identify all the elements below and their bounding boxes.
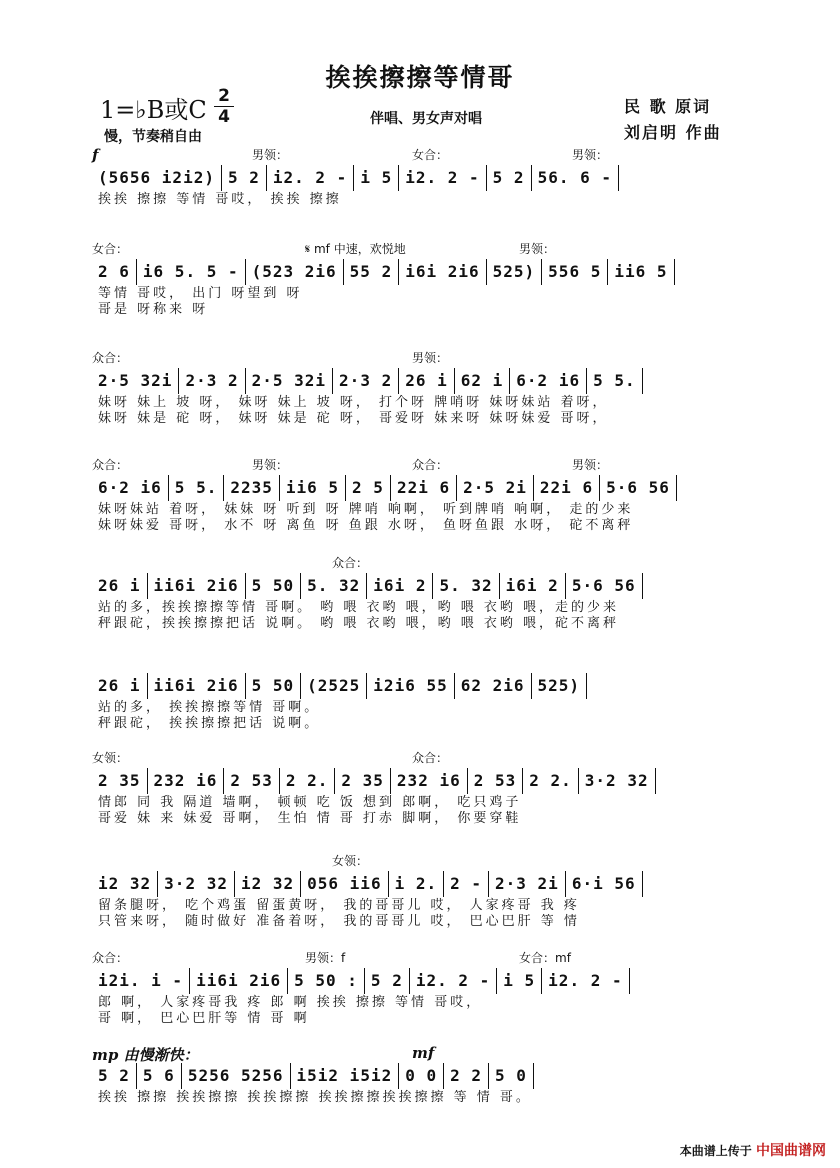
measure: (523 2i6 xyxy=(245,259,343,285)
measure: (2525 xyxy=(300,673,366,699)
part-labels xyxy=(92,142,760,164)
measure: 2 2. xyxy=(522,768,578,794)
part-label: f xyxy=(92,146,99,164)
meter-top: 2 xyxy=(218,86,230,106)
measure: 525) xyxy=(531,673,588,699)
meter-bottom: 4 xyxy=(214,106,234,127)
measure: i6 5. 5 - xyxy=(136,259,245,285)
measure: 26 i xyxy=(98,676,141,695)
part-label: 𝄋 mf 中速，欢悦地 xyxy=(305,242,406,256)
part-label: 女合： xyxy=(92,242,129,256)
measure: 2 53 xyxy=(223,768,279,794)
notation-line xyxy=(92,164,760,192)
measure: i 5 xyxy=(496,968,541,994)
part-label: mf xyxy=(412,1044,435,1062)
measure: 5 2 xyxy=(486,165,531,191)
part-label: 众合： xyxy=(92,951,129,965)
measure: 232 i6 xyxy=(147,768,224,794)
measure: i 2. xyxy=(388,871,444,897)
measure: ii6i 2i6 xyxy=(147,573,245,599)
measure: 5256 5256 xyxy=(181,1063,290,1089)
notation-line xyxy=(92,967,760,995)
measure: i2. 2 - xyxy=(398,165,485,191)
measure: i2. 2 - xyxy=(409,968,496,994)
part-label: 众合： xyxy=(412,751,449,765)
performance-style: 伴唱、男女声对唱 xyxy=(370,111,482,127)
part-label: 男领： xyxy=(572,458,609,472)
notation-line xyxy=(92,572,760,600)
measure: 232 i6 xyxy=(390,768,467,794)
measure: 22i 6 xyxy=(390,475,456,501)
measure: 2 53 xyxy=(467,768,523,794)
score-system xyxy=(92,945,760,1027)
measure: 2 2 xyxy=(443,1063,488,1089)
measure: ii6i 2i6 xyxy=(189,968,287,994)
measure: 5. 32 xyxy=(432,573,498,599)
measure: i5i2 i5i2 xyxy=(290,1063,399,1089)
part-labels xyxy=(92,1040,760,1062)
measure: 5 6 xyxy=(136,1063,181,1089)
lyric-line: 挨挨 擦擦 等情 哥哎， 挨挨 擦擦 xyxy=(98,192,342,207)
notation-line xyxy=(92,1062,760,1090)
measure: 2·3 2 xyxy=(332,368,398,394)
notation-line xyxy=(92,258,760,286)
part-label: 众合： xyxy=(92,351,129,365)
measure: 62 2i6 xyxy=(454,673,531,699)
measure: 2·5 32i xyxy=(98,371,173,390)
measure: 2·3 2i xyxy=(488,871,565,897)
measure: 2 2. xyxy=(279,768,335,794)
measure: 2 35 xyxy=(98,771,141,790)
measure: (5656 i2i2) xyxy=(98,168,215,187)
part-label: 女合： xyxy=(412,148,449,162)
part-labels xyxy=(92,236,760,258)
measure: i2i. i - xyxy=(98,971,184,990)
measure: i2 32 xyxy=(234,871,300,897)
score-system xyxy=(92,745,760,827)
score-system xyxy=(92,848,760,930)
site-brand: 中国曲谱网 xyxy=(756,1143,826,1159)
lyric-line: 秤跟砣， 挨挨擦擦把话 说啊。 xyxy=(98,716,321,731)
part-label: 众合： xyxy=(332,556,369,570)
measure: 5. 32 xyxy=(300,573,366,599)
notation-line xyxy=(92,870,760,898)
lyric-line: 妹呀 妹是 砣 呀， 妹呀 妹是 砣 呀， 哥爱呀 妹来呀 妹呀妹爱 哥呀， xyxy=(98,411,609,426)
time-signature xyxy=(214,86,234,127)
part-label: mp 由慢渐快： xyxy=(92,1046,199,1064)
part-label: 众合： xyxy=(92,458,129,472)
part-labels xyxy=(92,650,760,672)
measure: 5·6 56 xyxy=(565,573,643,599)
lyric-line: 挨挨 擦擦 挨挨擦擦 挨挨擦擦 挨挨擦擦挨挨擦擦 等 情 哥。 xyxy=(98,1090,532,1105)
measure: i2. 2 - xyxy=(541,968,629,994)
measure: 3·2 32 xyxy=(157,871,234,897)
lyric-line: 妹呀妹爱 哥呀， 水不 呀 离鱼 呀 鱼跟 水呀， 鱼呀鱼跟 水呀， 砣不离秤 xyxy=(98,518,634,533)
lyric-line: 妹呀妹站 着呀， 妹妹 呀 听到 呀 牌哨 响啊， 听到牌哨 响啊， 走的少来 xyxy=(98,502,634,517)
part-labels xyxy=(92,550,760,572)
part-label: 女领： xyxy=(332,854,369,868)
part-label: 男领： xyxy=(412,351,449,365)
measure: i6i 2 xyxy=(366,573,432,599)
footer-prefix: 本曲谱上传于 xyxy=(679,1144,752,1158)
measure: 2235 xyxy=(223,475,279,501)
score-system xyxy=(92,452,760,534)
lyric-line: 站的多， 挨挨擦擦等情 哥啊。 xyxy=(98,700,321,715)
measure: 5 5. xyxy=(168,475,224,501)
score-system xyxy=(92,550,760,632)
measure: 2 35 xyxy=(334,768,390,794)
part-labels xyxy=(92,945,760,967)
measure: i2 32 xyxy=(98,874,152,893)
measure: 5 5. xyxy=(586,368,643,394)
measure: 2·5 2i xyxy=(456,475,533,501)
notation-line xyxy=(92,672,760,700)
part-labels xyxy=(92,345,760,367)
measure: ii6 5 xyxy=(607,259,674,285)
part-label: 男领： xyxy=(572,148,609,162)
measure: i2i6 55 xyxy=(366,673,453,699)
part-labels xyxy=(92,848,760,870)
lyricist-credit: 民 歌 原词 xyxy=(624,97,712,116)
lyric-line: 哥爱 妹 来 妹爱 哥啊， 生怕 情 哥 打赤 脚啊， 你要穿鞋 xyxy=(98,811,522,826)
lyric-line: 郎 啊， 人家疼哥我 疼 郎 啊 挨挨 擦擦 等情 哥哎， xyxy=(98,995,483,1010)
key-signature: 1=♭B或C xyxy=(100,96,207,124)
notation-line xyxy=(92,767,760,795)
part-label: 男领： xyxy=(252,148,289,162)
measure: 6·2 i6 xyxy=(509,368,586,394)
measure: 525) xyxy=(486,259,542,285)
measure: 5·6 56 xyxy=(599,475,677,501)
measure: 6·2 i6 xyxy=(98,478,162,497)
lyric-line: 站的多，挨挨擦擦等情 哥啊。 哟 喂 衣哟 喂，哟 喂 衣哟 喂，走的少来 xyxy=(98,600,620,615)
part-label: 男领：f xyxy=(305,951,346,965)
score-system xyxy=(92,142,760,208)
measure: i2. 2 - xyxy=(266,165,353,191)
song-title: 挨挨擦擦等情哥 xyxy=(325,63,515,92)
measure: 2·5 32i xyxy=(245,368,332,394)
measure: 26 i xyxy=(98,576,141,595)
measure: 5 2 xyxy=(98,1066,130,1085)
measure: 62 i xyxy=(454,368,510,394)
measure: 2 6 xyxy=(98,262,130,281)
part-labels xyxy=(92,745,760,767)
measure: 5 2 xyxy=(221,165,266,191)
measure: 0 0 xyxy=(398,1063,443,1089)
score-system xyxy=(92,650,760,732)
measure: 5 50 xyxy=(245,573,301,599)
measure: i6i 2i6 xyxy=(398,259,485,285)
score-system xyxy=(92,1040,760,1106)
score-system xyxy=(92,236,760,318)
lyric-line: 情郎 同 我 隔道 墙啊， 顿顿 吃 饭 想到 郎啊， 吃只鸡子 xyxy=(98,795,522,810)
measure: 556 5 xyxy=(541,259,607,285)
composer-credit: 刘启明 作曲 xyxy=(624,123,722,142)
measure: 5 50 : xyxy=(287,968,364,994)
measure: 5 0 xyxy=(488,1063,534,1089)
tempo-marking: 慢，节奏稍自由 xyxy=(104,129,202,145)
measure: 6·i 56 xyxy=(565,871,643,897)
measure: i 5 xyxy=(353,165,398,191)
measure: 2 - xyxy=(443,871,488,897)
measure: 55 2 xyxy=(343,259,399,285)
score-system xyxy=(92,345,760,427)
lyric-line: 留条腿呀， 吃个鸡蛋 留蛋黄呀， 我的哥哥儿 哎， 人家疼哥 我 疼 xyxy=(98,898,580,913)
measure: ii6 5 xyxy=(279,475,345,501)
lyric-line: 妹呀 妹上 坡 呀， 妹呀 妹上 坡 呀， 打个呀 牌哨呀 妹呀妹站 着呀， xyxy=(98,395,609,410)
lyric-line: 哥是 呀称来 呀 xyxy=(98,302,209,317)
measure: 22i 6 xyxy=(533,475,599,501)
notation-line xyxy=(92,367,760,395)
measure: 5 2 xyxy=(364,968,409,994)
part-label: 男领： xyxy=(519,242,556,256)
measure: 056 ii6 xyxy=(300,871,387,897)
measure: ii6i 2i6 xyxy=(147,673,245,699)
measure: 56. 6 - xyxy=(531,165,619,191)
lyric-line: 只管来呀， 随时做好 准备着呀， 我的哥哥儿 哎， 巴心巴肝 等 情 xyxy=(98,914,580,929)
part-label: 男领： xyxy=(252,458,289,472)
lyric-line: 秤跟砣，挨挨擦擦把话 说啊。 哟 喂 衣哟 喂，哟 喂 衣哟 喂，砣不离秤 xyxy=(98,616,620,631)
part-label: 女合：mf xyxy=(519,951,571,965)
measure: 26 i xyxy=(398,368,454,394)
measure: 2·3 2 xyxy=(178,368,244,394)
measure: 3·2 32 xyxy=(578,768,656,794)
part-label: 众合： xyxy=(412,458,449,472)
measure: 2 5 xyxy=(345,475,390,501)
measure: i6i 2 xyxy=(499,573,565,599)
part-labels xyxy=(92,452,760,474)
lyric-line: 等情 哥哎， 出门 呀望到 呀 xyxy=(98,286,303,301)
notation-line xyxy=(92,474,760,502)
part-label: 女领： xyxy=(92,751,129,765)
measure: 5 50 xyxy=(245,673,301,699)
lyric-line: 哥 啊， 巴心巴肝等 情 哥 啊 xyxy=(98,1011,310,1026)
upload-footer xyxy=(680,1140,826,1160)
